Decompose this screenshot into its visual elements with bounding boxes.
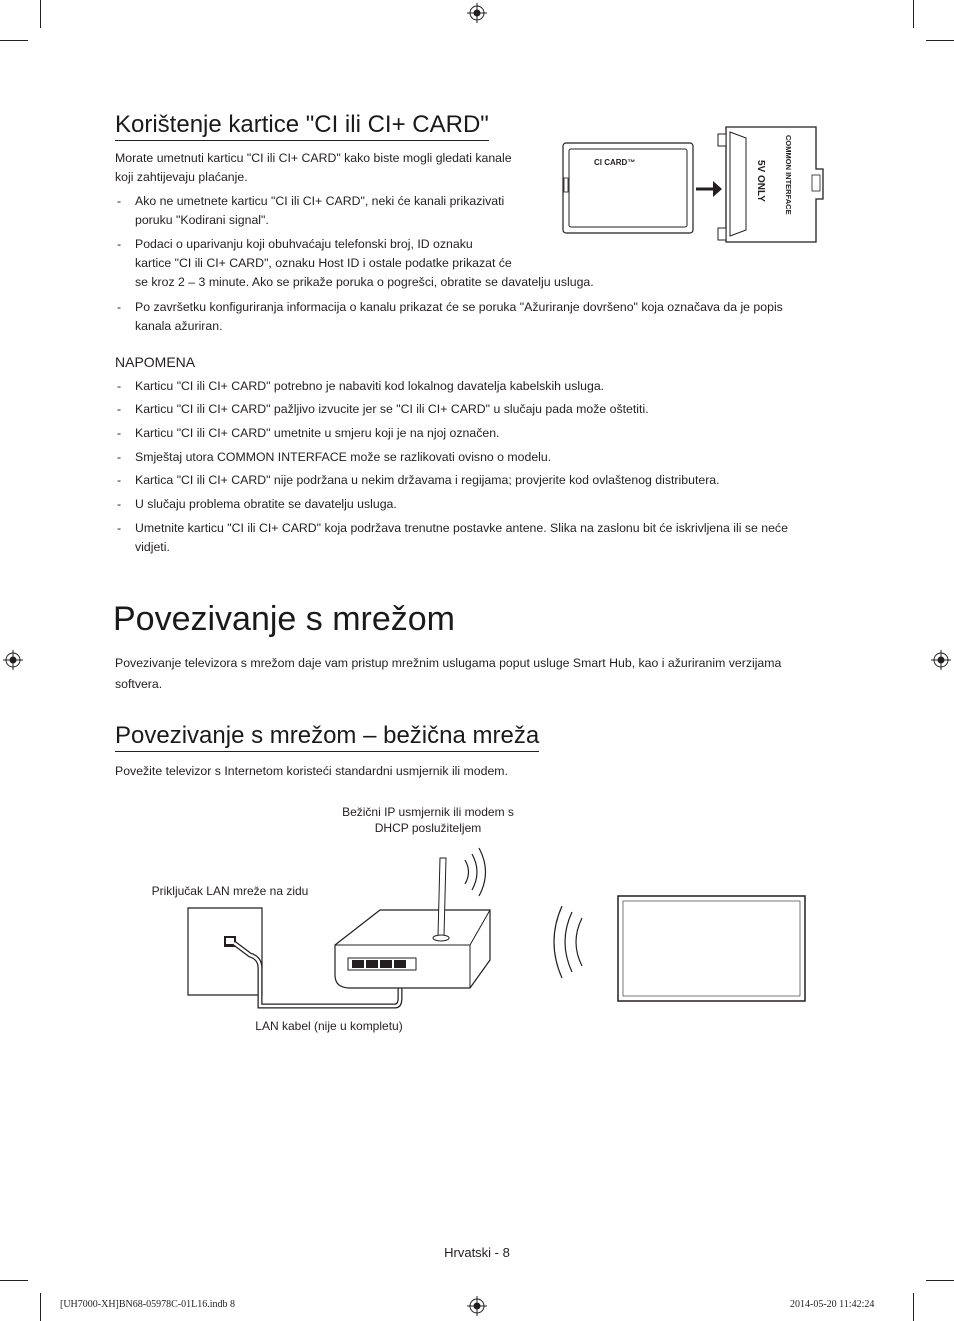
network-intro-line: Povezivanje televizora s mrežom daje vam pristup mrežnim uslugama poput usluge Smart Hub, kao i ažuriranim verzijama bbox=[115, 656, 782, 670]
ci-intro-line: Morate umetnuti karticu "CI ili CI+ CARD" kako biste mogli gledati kanale bbox=[115, 151, 512, 165]
list-item-line: se kroz 2 – 3 minute. Ako se prikaže poruka o pogrešci, obratite se davatelju usluga. bbox=[135, 275, 594, 289]
page-number: Hrvatski - 8 bbox=[444, 1245, 510, 1260]
note-item-line: Karticu "CI ili CI+ CARD" umetnite u smjeru koji je na njoj označen. bbox=[135, 426, 500, 440]
note-item-line: U slučaju problema obratite se davatelju usluga. bbox=[135, 497, 397, 511]
note-item-line: Umetnite karticu "CI ili CI+ CARD" koja podržava trenutne postavke antene. Slika na zaslonu bit će iskrivljena ili se neće bbox=[135, 521, 788, 535]
note-item-line: Karticu "CI ili CI+ CARD" potrebno je nabaviti kod lokalnog davatelja kabelskih usluga. bbox=[135, 379, 605, 393]
list-item-line: Po završetku konfiguriranja informacija o kanalu prikazat će se poruka "Ažuriranje dovršeno" koja označava da je popis bbox=[135, 300, 783, 314]
router-label: Bežični IP usmjernik ili modem s DHCP poslužiteljem bbox=[342, 805, 514, 835]
wifi-signal-icon bbox=[554, 906, 582, 978]
crop-mark bbox=[40, 0, 41, 28]
list-item-line: kanala ažuriran. bbox=[135, 319, 223, 333]
registration-mark-icon bbox=[467, 3, 487, 23]
crop-mark bbox=[40, 1293, 41, 1321]
crop-mark bbox=[0, 40, 28, 41]
note-item-line: Smještaj utora COMMON INTERFACE može se razlikovati ovisno o modelu. bbox=[135, 450, 552, 464]
lan-cable-label: LAN kabel (nije u kompletu) bbox=[255, 1019, 403, 1033]
wall-lan-port-icon bbox=[188, 908, 262, 995]
slot-voltage-label: 5V ONLY bbox=[755, 160, 766, 202]
note-item-line: Kartica "CI ili CI+ CARD" nije podržana u nekim državama i regijama; provjerite kod ovlaštenog distributera. bbox=[135, 473, 720, 487]
wireless-network-diagram bbox=[180, 840, 820, 1010]
page-title: Povezivanje s mrežom bbox=[113, 600, 456, 638]
note-item-line: vidjeti. bbox=[135, 540, 170, 554]
list-item-line: Podaci o uparivanju koji obuhvaćaju telefonski broj, ID oznaku bbox=[135, 237, 473, 251]
crop-mark bbox=[926, 1280, 954, 1281]
note-item-line: Karticu "CI ili CI+ CARD" pažljivo izvucite jer se "CI ili CI+ CARD" u slučaju pada može oštetiti. bbox=[135, 402, 649, 416]
ci-intro-line: koji zahtijevaju plaćanje. bbox=[115, 170, 248, 184]
list-item-line: poruku "Kodirani signal". bbox=[135, 213, 269, 227]
tv-icon bbox=[618, 896, 805, 1001]
section-title-wireless: Povezivanje s mrežom – bežična mreža bbox=[115, 722, 539, 752]
ci-card-illustration bbox=[560, 124, 850, 250]
section-title-ci-card: Korištenje kartice "CI ili CI+ CARD" bbox=[115, 111, 489, 141]
ci-card-label: CI CARD™ bbox=[594, 158, 636, 167]
router-icon bbox=[335, 858, 490, 988]
wall-lan-label: Priključak LAN mreže na zidu bbox=[151, 884, 309, 898]
network-intro-line: softvera. bbox=[115, 677, 163, 691]
registration-mark-icon bbox=[3, 650, 23, 670]
list-item-line: kartice "CI ili CI+ CARD", oznaku Host ID i ostale podatke prikazat će bbox=[135, 256, 512, 270]
print-timestamp: 2014-05-20 11:42:24 bbox=[790, 1299, 875, 1310]
registration-mark-icon bbox=[467, 1296, 487, 1316]
crop-mark bbox=[0, 1280, 28, 1281]
list-item-line: Ako ne umetnete karticu "CI ili CI+ CARD", neki će kanali prikazivati bbox=[135, 194, 505, 208]
crop-mark bbox=[913, 0, 914, 28]
wifi-signal-icon bbox=[465, 848, 486, 896]
crop-mark bbox=[913, 1293, 914, 1321]
registration-mark-icon bbox=[931, 650, 951, 670]
file-info: [UH7000-XH]BN68-05978C-01L16.indb 8 bbox=[60, 1299, 235, 1310]
wireless-intro: Povežite televizor s Internetom koristeći standardni usmjernik ili modem. bbox=[115, 764, 508, 778]
common-interface-label: COMMON INTERFACE bbox=[784, 135, 793, 215]
crop-mark bbox=[926, 40, 954, 41]
note-heading: NAPOMENA bbox=[115, 354, 196, 370]
